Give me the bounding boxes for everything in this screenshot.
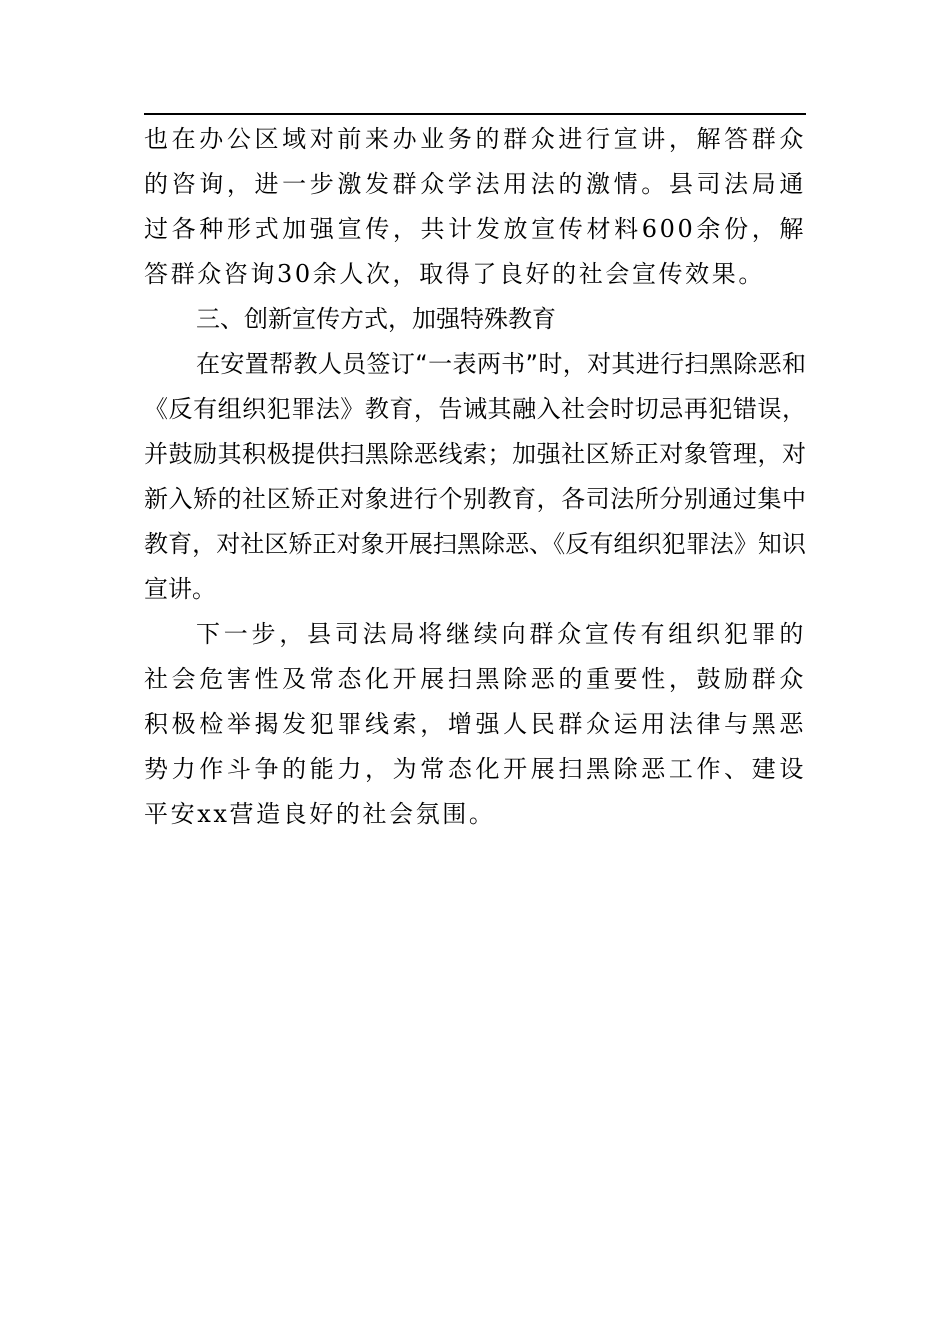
header-rule [144,113,806,115]
section-heading: 三、创新宣传方式，加强特殊教育 [196,305,556,333]
paragraph-next-steps: 下一步，县司法局将继续向群众宣传有组织犯罪的社会危害性及常态化开展扫黑除恶的重要性，鼓励群众积极检举揭发犯罪线索，增强人民群众运用法律与黑恶势力作斗争的能力，为常态化开展扫黑除恶工作、建设平安xx营造良好的社会氛围。 [144,620,806,828]
paragraph-special-education: 在安置帮教人员签订“一表两书”时，对其进行扫黑除恶和《反有组织犯罪法》教育，告诫其融入社会时切忌再犯错误，并鼓励其积极提供扫黑除恶线索；加强社区矫正对象管理，对新入矫的社区矫正对象进行个别教育，各司法所分别通过集中教育，对社区矫正对象开展扫黑除恶、《反有组织犯罪法》知识宣讲。 [144,350,806,603]
paragraph-continuation: 也在办公区域对前来办业务的群众进行宣讲，解答群众的咨询，进一步激发群众学法用法的激情。县司法局通过各种形式加强宣传，共计发放宣传材料600余份，解答群众咨询30余人次，取得了良好的社会宣传效果。 [144,125,806,288]
document-body [144,117,806,837]
